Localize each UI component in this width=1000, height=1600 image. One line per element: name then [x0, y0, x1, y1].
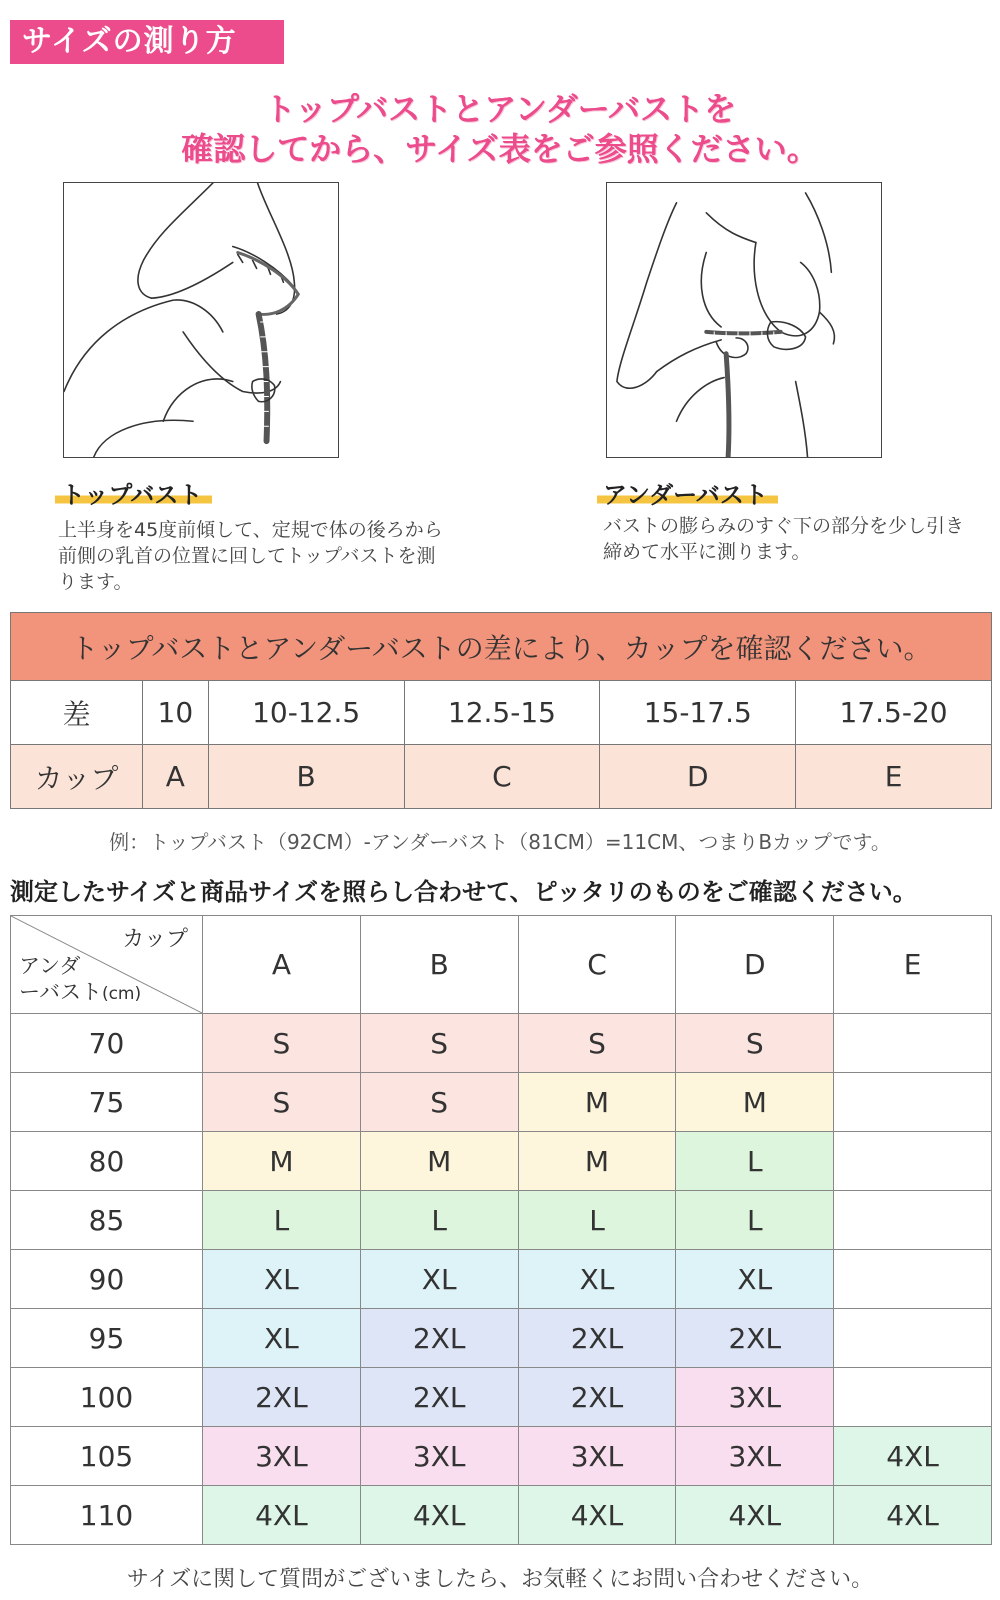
under-bust-illustration — [606, 182, 882, 458]
cup-header: B — [360, 916, 518, 1014]
size-cell: S — [360, 1073, 518, 1132]
size-cell: 4XL — [834, 1427, 992, 1486]
size-cell: 2XL — [518, 1368, 676, 1427]
table-row — [11, 1368, 992, 1427]
under-bust-title: アンダーバスト — [597, 475, 778, 510]
size-cell: 2XL — [203, 1368, 361, 1427]
size-cell: XL — [203, 1250, 361, 1309]
size-cell: 4XL — [834, 1486, 992, 1545]
under-bust-cell: 90 — [11, 1250, 203, 1309]
table-row — [11, 1250, 992, 1309]
diff-row — [11, 681, 992, 745]
cup-table-banner: トップバストとアンダーバストの差により、カップを確認ください。 — [11, 613, 992, 681]
top-bust-description: 上半身を45度前傾して、定規で体の後ろから前側の乳首の位置に回してトップバストを測ります。 — [58, 519, 443, 593]
size-cell: L — [518, 1191, 676, 1250]
diff-cell: 15-17.5 — [600, 681, 796, 745]
cup-cell: B — [208, 745, 404, 809]
size-cell: 4XL — [676, 1486, 834, 1545]
size-cell: XL — [676, 1250, 834, 1309]
under-bust-cell: 100 — [11, 1368, 203, 1427]
size-cell: L — [203, 1191, 361, 1250]
size-cell: 2XL — [360, 1309, 518, 1368]
example-note: 例：トップバスト（92CM）-アンダーバスト（81CM）=11CM、つまりBカップです。 — [109, 830, 891, 854]
size-cell — [834, 1191, 992, 1250]
under-bust-cell: 80 — [11, 1132, 203, 1191]
size-cell: XL — [360, 1250, 518, 1309]
size-cell: 4XL — [203, 1486, 361, 1545]
table-row — [11, 1309, 992, 1368]
cup-cell: E — [796, 745, 992, 809]
under-bust-cell: 95 — [11, 1309, 203, 1368]
size-cell: 2XL — [360, 1368, 518, 1427]
table-row — [11, 1014, 992, 1073]
corner-under-line2: ーバスト — [19, 980, 102, 1004]
cup-header: C — [518, 916, 676, 1014]
under-bust-description: バストの膨らみのすぐ下の部分を少し引き締めて水平に測ります。 — [603, 515, 965, 563]
table-row — [11, 1132, 992, 1191]
headline-line2: 確認してから、サイズ表をご参照ください。 — [181, 130, 819, 168]
headline-line1: トップバストとアンダーバストを — [263, 90, 737, 128]
size-cell: M — [676, 1073, 834, 1132]
corner-cell — [11, 916, 203, 1014]
cup-header: E — [834, 916, 992, 1014]
cup-cell: C — [404, 745, 600, 809]
size-cell: 3XL — [518, 1427, 676, 1486]
cup-header: D — [676, 916, 834, 1014]
diff-cell: 17.5-20 — [796, 681, 992, 745]
size-cell: L — [360, 1191, 518, 1250]
diff-cell: 10-12.5 — [208, 681, 404, 745]
table-row — [11, 1073, 992, 1132]
under-bust-cell: 105 — [11, 1427, 203, 1486]
table-row — [11, 1486, 992, 1545]
size-cell: S — [676, 1014, 834, 1073]
corner-cup-label: カップ — [122, 927, 188, 952]
diff-row-label: 差 — [11, 681, 143, 745]
cup-header: A — [203, 916, 361, 1014]
size-cell — [834, 1250, 992, 1309]
corner-unit: (cm) — [101, 984, 142, 1004]
size-cell: 3XL — [360, 1427, 518, 1486]
size-cell: XL — [518, 1250, 676, 1309]
footer-note: サイズに関して質問がございましたら、お気軽くにお問い合わせください。 — [126, 1567, 874, 1592]
size-cell: M — [203, 1132, 361, 1191]
size-cell: L — [676, 1191, 834, 1250]
under-bust-cell: 110 — [11, 1486, 203, 1545]
under-bust-cell: 70 — [11, 1014, 203, 1073]
size-cell: M — [518, 1073, 676, 1132]
size-cell: M — [518, 1132, 676, 1191]
corner-under-label — [19, 953, 141, 1007]
size-cell: XL — [203, 1309, 361, 1368]
cup-row-label: カップ — [11, 745, 143, 809]
diff-cell: 10 — [143, 681, 209, 745]
cup-row — [11, 745, 992, 809]
size-table-header — [11, 916, 992, 1014]
size-cell — [834, 1014, 992, 1073]
size-cell: 3XL — [203, 1427, 361, 1486]
table-row — [11, 1427, 992, 1486]
size-cell — [834, 1073, 992, 1132]
diff-cell: 12.5-15 — [404, 681, 600, 745]
top-bust-title: トップバスト — [55, 475, 212, 510]
size-cell: 3XL — [676, 1427, 834, 1486]
under-bust-cell: 85 — [11, 1191, 203, 1250]
size-cell — [834, 1368, 992, 1427]
section-tag: サイズの測り方 — [10, 20, 284, 64]
size-cell: 4XL — [518, 1486, 676, 1545]
size-cell: M — [360, 1132, 518, 1191]
size-cell: S — [518, 1014, 676, 1073]
size-cell — [834, 1132, 992, 1191]
size-cell: 2XL — [676, 1309, 834, 1368]
size-cell — [834, 1309, 992, 1368]
under-bust-cell: 75 — [11, 1073, 203, 1132]
size-cell: S — [203, 1014, 361, 1073]
cup-cell: D — [600, 745, 796, 809]
instruction-text: 測定したサイズと商品サイズを照らし合わせて、ピッタリのものをご確認ください。 — [10, 878, 917, 906]
corner-under-line1: アンダ — [19, 954, 81, 978]
size-cell: S — [203, 1073, 361, 1132]
size-cell: L — [676, 1132, 834, 1191]
cup-table — [10, 612, 992, 809]
cup-cell: A — [143, 745, 209, 809]
table-row — [11, 1191, 992, 1250]
size-table — [10, 915, 992, 1545]
size-cell: 2XL — [518, 1309, 676, 1368]
size-cell: 3XL — [676, 1368, 834, 1427]
size-cell: 4XL — [360, 1486, 518, 1545]
size-cell: S — [360, 1014, 518, 1073]
top-bust-illustration — [63, 182, 339, 458]
